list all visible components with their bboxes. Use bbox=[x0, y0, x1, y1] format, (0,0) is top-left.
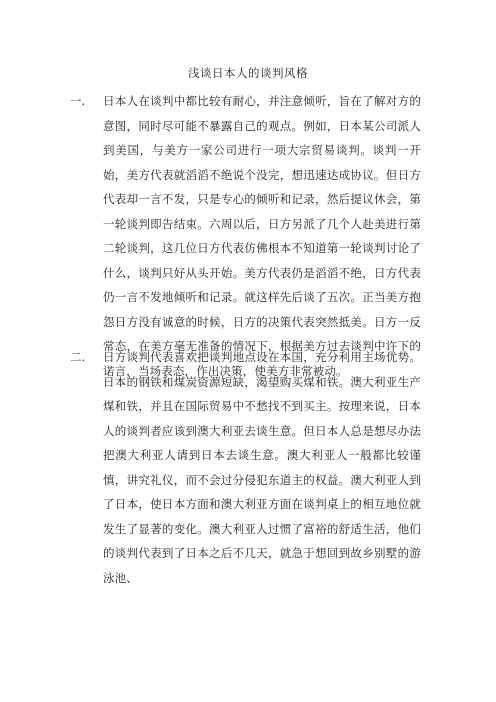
section-paragraph: 日方谈判代表喜欢把谈判地点设在本国，充分利用主场优势。日本的钢铁和煤炭资源短缺，渴望购买煤和铁。澳大利亚生产煤和铁，并且在国际贸易中不愁找不到买主。按理来说，日本人的谈判者应该到澳大利亚去谈生意。但日本人总是想尽办法把澳大利亚人请到日本去谈生意。澳大利亚人一般都比较谨慎，讲究礼仪，而不会过分侵犯东道主的权益。澳大利亚人到了日本，使日本方面和澳大利亚方面在谈判桌上的相互地位就发生了显著的变化。澳大利亚人过惯了富裕的舒适生活，他们的谈判代表到了日本之后不几天，就急于想回到故乡别墅的游泳池、 bbox=[103, 350, 421, 585]
section-paragraph: 日本人在谈判中都比较有耐心，并注意倾听，旨在了解对方的意图，同时尽可能不暴露自己的观点。例如，日本某公司派人到美国，与美方一家公司进行一项大宗贸易谈判。谈判一开始，美方代表就滔滔不绝说个没完，想迅速达成协议。但日方代表却一言不发，只是专心的倾听和记录，然后提议休会，第一轮谈判即告结束。六周以后，日方另派了几个人赴美进行第二轮谈判，这几位日方代表仿佛根本不知道第一轮谈判讨论了什么，谈判只好从头开始。美方代表仍是滔滔不绝，日方代表仍一言不发地倾听和记录。就这样先后谈了五次。正当美方抱怨日方没有诚意的时候，日方的决策代表突然抵美。日方一反常态，在美方毫无准备的情况下，根据美方过去谈判中许下的诺言，当场表态，作出决策，使美方非常被动。 bbox=[103, 94, 421, 378]
section-number: 一. bbox=[70, 94, 86, 108]
section-number: 二. bbox=[70, 350, 86, 364]
document-title: 浅谈日本人的谈判风格 bbox=[188, 66, 308, 80]
